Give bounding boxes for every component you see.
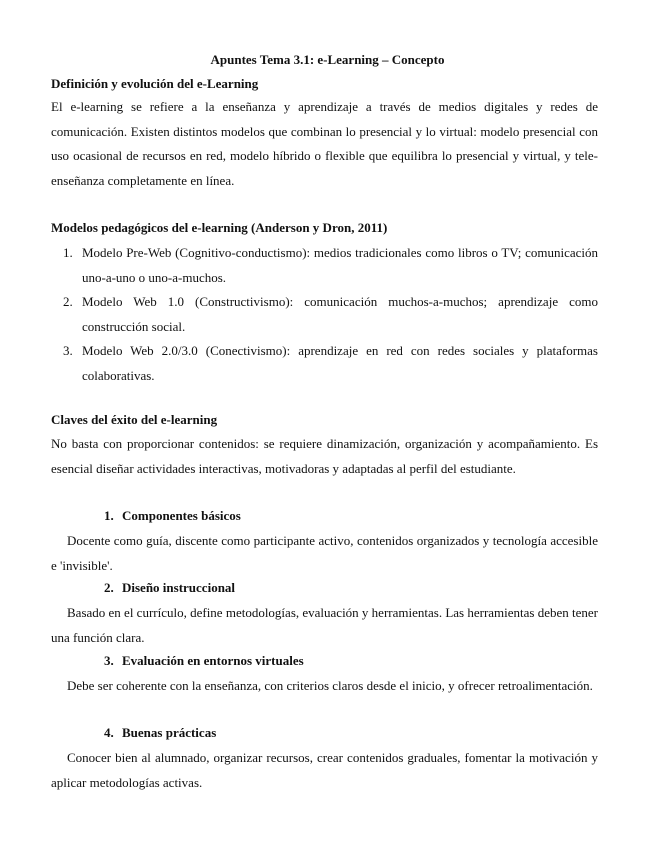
subsection-heading-best-practices bbox=[104, 725, 216, 741]
section-heading-definition: Definición y evolución del e-Learning bbox=[51, 76, 259, 91]
subsection-heading-instructional-design bbox=[104, 580, 235, 596]
list-item bbox=[51, 339, 598, 388]
subsection-number: 2. bbox=[104, 580, 114, 595]
subsection-title: Buenas prácticas bbox=[122, 725, 217, 740]
subsection-paragraph-instructional-design: Basado en el currículo, define metodologías, evaluación y herramientas. Las herramientas deben tener una función clara. bbox=[51, 605, 598, 645]
subsection-title: Evaluación en entornos virtuales bbox=[122, 653, 304, 668]
list-item-text: Modelo Web 1.0 (Constructivismo): comunicación muchos-a-muchos; aprendizaje como construcción social. bbox=[82, 294, 598, 334]
subsection-title: Diseño instruccional bbox=[122, 580, 236, 595]
subsection-number: 1. bbox=[104, 508, 114, 523]
list-item bbox=[51, 241, 598, 290]
list-item-number: 1. bbox=[63, 245, 73, 260]
list-item-text: Modelo Web 2.0/3.0 (Conectivismo): aprendizaje en red con redes sociales y plataformas colaborativas. bbox=[82, 343, 598, 383]
subsection-paragraph-components: Docente como guía, discente como participante activo, contenidos organizados y tecnología accesible e 'invisible'. bbox=[51, 533, 598, 573]
models-list bbox=[51, 241, 598, 388]
subsection-paragraph-evaluation: Debe ser coherente con la enseñanza, con criterios claros desde el inicio, y ofrecer retroalimentación. bbox=[67, 678, 593, 693]
section-heading-models: Modelos pedagógicos del e-learning (Anderson y Dron, 2011) bbox=[51, 220, 388, 235]
subsection-heading-evaluation bbox=[104, 653, 304, 669]
list-item-number: 2. bbox=[63, 294, 73, 309]
section-heading-keys: Claves del éxito del e-learning bbox=[51, 412, 218, 427]
subsection-number: 3. bbox=[104, 653, 114, 668]
subsection-title: Componentes básicos bbox=[122, 508, 241, 523]
page-title: Apuntes Tema 3.1: e-Learning – Concepto bbox=[210, 52, 445, 67]
section-paragraph-keys: No basta con proporcionar contenidos: se requiere dinamización, organización y acompañamiento. Es esencial diseñar actividades interactivas, motivadoras y adaptadas al perfil del estudiante. bbox=[51, 436, 598, 476]
list-item bbox=[51, 290, 598, 339]
subsection-heading-components bbox=[104, 508, 241, 524]
subsection-number: 4. bbox=[104, 725, 114, 740]
list-item-number: 3. bbox=[63, 343, 73, 358]
section-paragraph-definition: El e-learning se refiere a la enseñanza y aprendizaje a través de medios digitales y redes de comunicación. Existen distintos modelos que combinan lo presencial y lo virtual: modelo presencial con uso ocasional de recursos en red, modelo híbrido o flexible que equilibra lo presencial y virtual, y tele-enseñanza completamente en línea. bbox=[51, 99, 598, 188]
list-item-text: Modelo Pre-Web (Cognitivo-conductismo): medios tradicionales como libros o TV; comunicación uno-a-uno o uno-a-muchos. bbox=[82, 245, 598, 285]
subsection-paragraph-best-practices: Conocer bien al alumnado, organizar recursos, crear contenidos graduales, fomentar la motivación y aplicar metodologías activas. bbox=[51, 750, 598, 790]
